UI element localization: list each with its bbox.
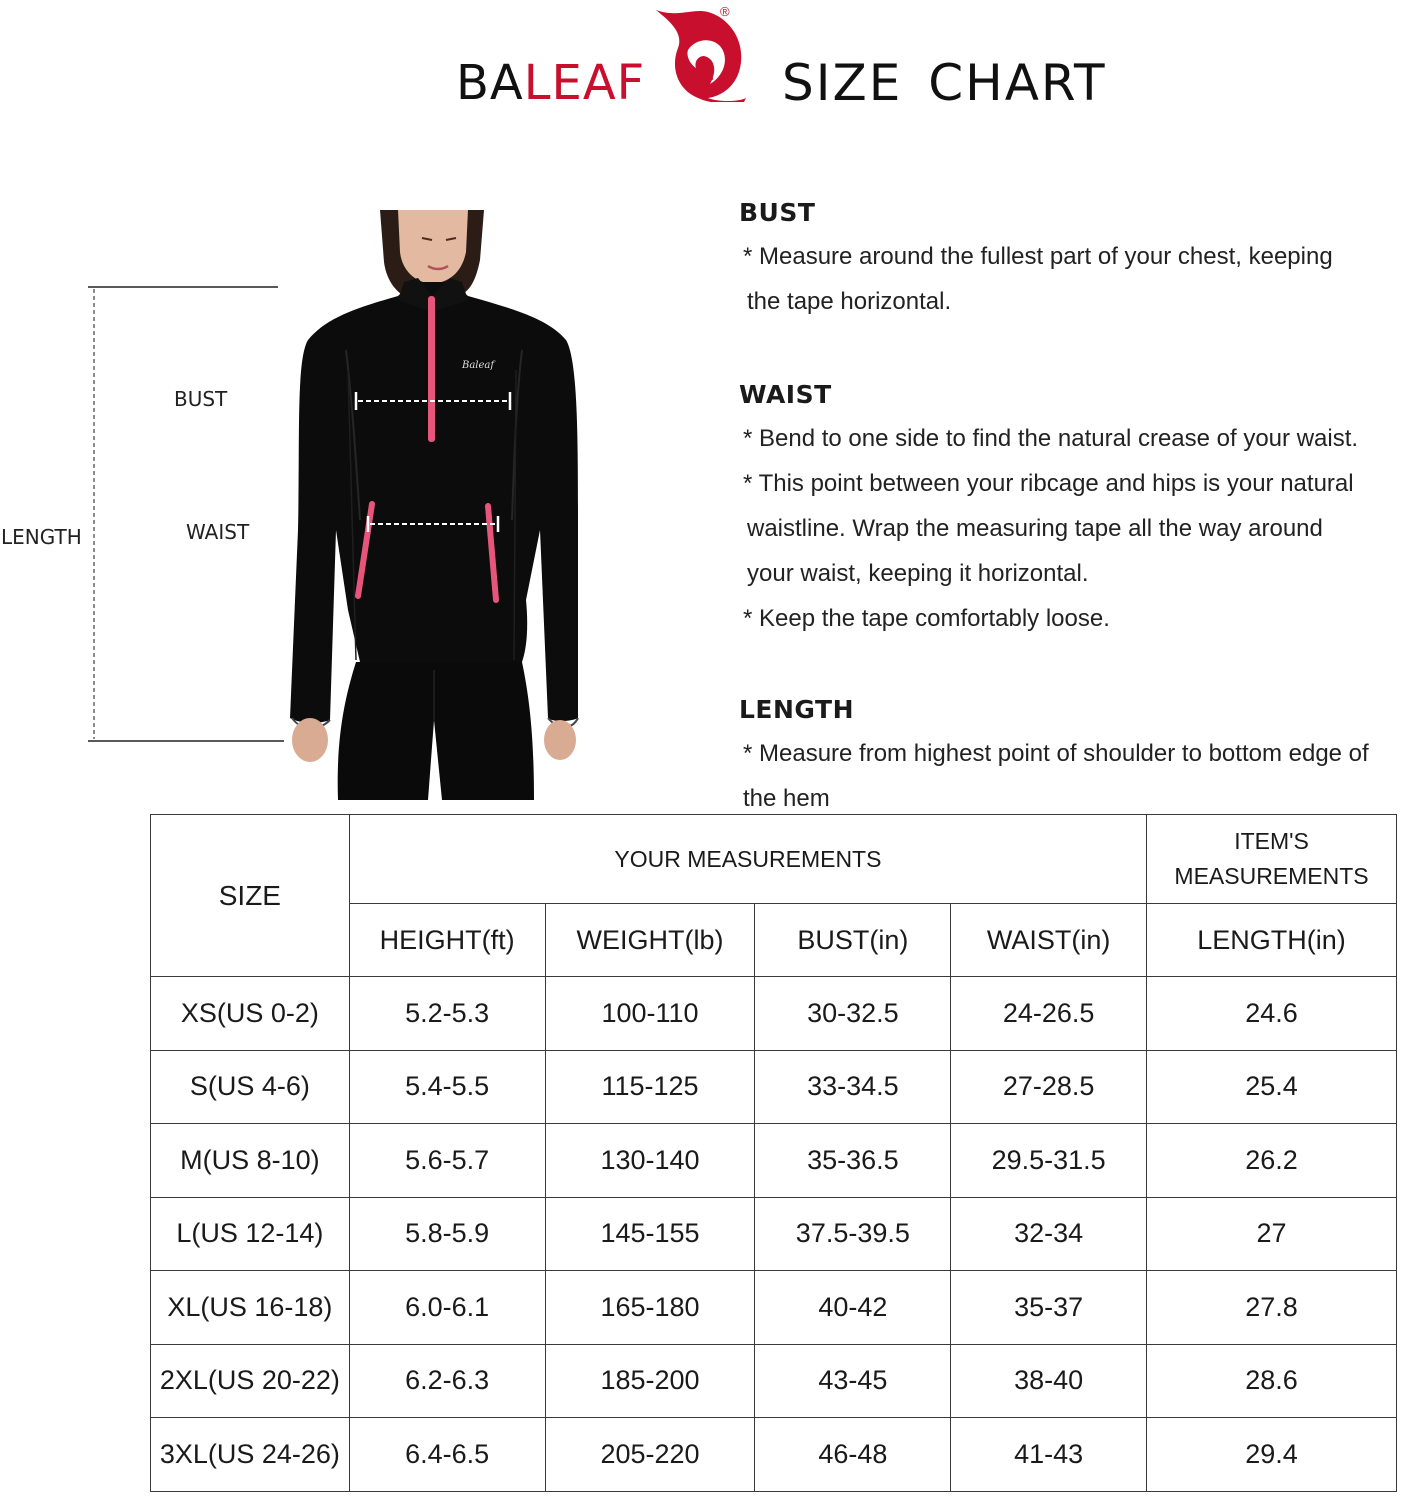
cell-waist: 32-34 (951, 1197, 1147, 1271)
guide-bust-text: * Measure around the fullest part of your chest, keeping the tape horizontal. (743, 243, 1333, 315)
cell-bust: 33-34.5 (755, 1050, 951, 1124)
cell-size: 2XL(US 20-22) (151, 1344, 350, 1418)
cell-height: 5.4-5.5 (349, 1050, 545, 1124)
cell-length: 25.4 (1147, 1050, 1397, 1124)
cell-length: 27.8 (1147, 1271, 1397, 1345)
cell-bust: 43-45 (755, 1344, 951, 1418)
cell-weight: 115-125 (545, 1050, 755, 1124)
brand-accent: LEAF (523, 55, 646, 111)
cell-waist: 41-43 (951, 1418, 1147, 1492)
guide-waist-heading: WAIST (739, 380, 832, 409)
cell-length: 27 (1147, 1197, 1397, 1271)
cell-waist: 24-26.5 (951, 977, 1147, 1051)
size-column-header: SIZE (151, 815, 350, 977)
guide-waist-text-3: * Keep the tape comfortably loose. (743, 605, 1110, 632)
column-header-weight: WEIGHT(lb) (545, 904, 755, 977)
table-row (151, 1197, 1397, 1271)
brand-wordmark (456, 55, 645, 111)
cell-size: M(US 8-10) (151, 1124, 350, 1198)
cell-waist: 27-28.5 (951, 1050, 1147, 1124)
diagram-label-waist: WAIST (186, 520, 250, 544)
cell-waist: 38-40 (951, 1344, 1147, 1418)
page-title: SIZE CHART (782, 54, 1107, 112)
guide-waist-text-1: * Bend to one side to find the natural crease of your waist. (743, 425, 1359, 452)
table-row (151, 1271, 1397, 1345)
guide-length (739, 693, 1428, 821)
cell-weight: 145-155 (545, 1197, 755, 1271)
cell-weight: 205-220 (545, 1418, 755, 1492)
cell-height: 5.8-5.9 (349, 1197, 545, 1271)
table-row (151, 1344, 1397, 1418)
shirt-logo: Baleaf (462, 360, 495, 371)
cell-weight: 165-180 (545, 1271, 755, 1345)
measurement-diagram (0, 200, 700, 800)
table-row (151, 1124, 1397, 1198)
cell-bust: 46-48 (755, 1418, 951, 1492)
brand-leaf-logo (648, 6, 748, 102)
cell-height: 6.4-6.5 (349, 1418, 545, 1492)
guide-bust-heading: BUST (739, 198, 816, 227)
cell-size: XL(US 16-18) (151, 1271, 350, 1345)
table-row (151, 1418, 1397, 1492)
column-header-height: HEIGHT(ft) (349, 904, 545, 977)
cell-size: 3XL(US 24-26) (151, 1418, 350, 1492)
model-illustration (0, 200, 700, 800)
cell-length: 28.6 (1147, 1344, 1397, 1418)
guide-length-heading: LENGTH (739, 695, 854, 724)
table-row (151, 1050, 1397, 1124)
brand-prefix: BA (456, 55, 524, 111)
guide-bust (739, 196, 1333, 324)
cell-length: 24.6 (1147, 977, 1397, 1051)
leggings (338, 662, 534, 800)
cell-height: 6.2-6.3 (349, 1344, 545, 1418)
guide-length-text: * Measure from highest point of shoulder to bottom edge of the hem (743, 740, 1369, 812)
cell-weight: 100-110 (545, 977, 755, 1051)
size-chart-table (150, 814, 1397, 1492)
cell-weight: 130-140 (545, 1124, 755, 1198)
diagram-label-length: LENGTH (1, 525, 82, 549)
cell-bust: 30-32.5 (755, 977, 951, 1051)
center-zipper (428, 296, 435, 442)
cell-size: L(US 12-14) (151, 1197, 350, 1271)
your-measurements-header: YOUR MEASUREMENTS (349, 815, 1146, 904)
table-row (151, 977, 1397, 1051)
cell-bust: 37.5-39.5 (755, 1197, 951, 1271)
guide-waist (739, 378, 1358, 641)
cell-height: 6.0-6.1 (349, 1271, 545, 1345)
cell-weight: 185-200 (545, 1344, 755, 1418)
registered-mark: ® (720, 4, 730, 19)
guide-waist-text-2: * This point between your ribcage and hips is your natural waistline. Wrap the measuring tape all the way around your waist, keeping it horizontal. (743, 470, 1354, 587)
column-header-bust: BUST(in) (755, 904, 951, 977)
cell-height: 5.6-5.7 (349, 1124, 545, 1198)
cell-size: S(US 4-6) (151, 1050, 350, 1124)
diagram-label-bust: BUST (174, 387, 228, 411)
cell-waist: 35-37 (951, 1271, 1147, 1345)
column-header-waist: WAIST(in) (951, 904, 1147, 977)
table-group-header-row (151, 815, 1397, 904)
column-header-length: LENGTH(in) (1147, 904, 1397, 977)
cell-height: 5.2-5.3 (349, 977, 545, 1051)
cell-size: XS(US 0-2) (151, 977, 350, 1051)
items-measurements-header: ITEM'S MEASUREMENTS (1147, 815, 1397, 904)
cell-bust: 35-36.5 (755, 1124, 951, 1198)
cell-length: 29.4 (1147, 1418, 1397, 1492)
size-table-body (151, 977, 1397, 1492)
cell-length: 26.2 (1147, 1124, 1397, 1198)
cell-bust: 40-42 (755, 1271, 951, 1345)
cell-waist: 29.5-31.5 (951, 1124, 1147, 1198)
